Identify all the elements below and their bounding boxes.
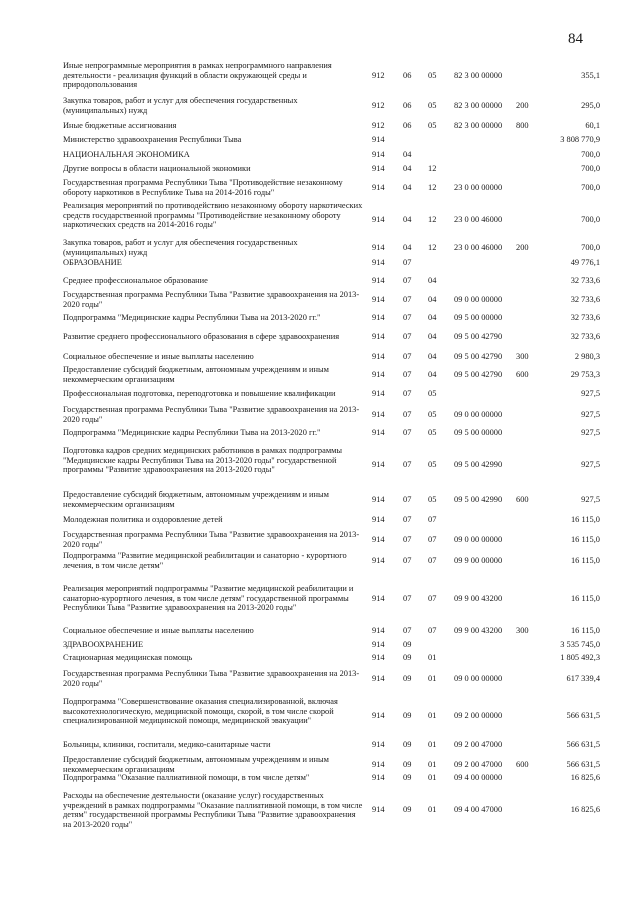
cell-sum: 566 631,5	[566, 740, 600, 749]
cell-rz: 07	[403, 352, 412, 361]
cell-rz: 07	[403, 294, 412, 304]
cell-name: Расходы на обеспечение деятельности (оказание услуг) государственных учреждений в рамках подпрограммы "Оказание паллиативной помощи, в том числе детям" государственной программы Республики Тыва "Развитие здравоохранения на 2013-2020 годы"	[63, 791, 363, 829]
cell-csr: 09 2 00 47000	[454, 759, 503, 769]
cell-pr: 04	[428, 352, 437, 361]
cell-min: 914	[372, 640, 385, 649]
cell-rz: 07	[403, 389, 412, 398]
cell-min: 914	[372, 258, 385, 267]
cell-min: 914	[372, 135, 385, 144]
cell-rz: 06	[403, 70, 412, 80]
cell-pr: 05	[428, 100, 437, 110]
cell-csr: 09 9 00 43200	[454, 626, 503, 635]
cell-rz: 07	[403, 409, 412, 419]
cell-rz: 09	[403, 653, 412, 662]
cell-rz: 07	[403, 460, 412, 470]
cell-sum: 566 631,5	[566, 711, 600, 721]
cell-csr: 23 0 00 46000	[454, 215, 503, 225]
cell-csr: 09 0 00 00000	[454, 409, 503, 419]
cell-csr: 09 9 00 43200	[454, 593, 503, 603]
cell-sum: 16 115,0	[570, 515, 600, 524]
cell-pr: 04	[428, 369, 437, 379]
cell-name: Иные бюджетные ассигнования	[63, 121, 177, 130]
cell-pr: 04	[428, 276, 437, 285]
cell-rz: 09	[403, 673, 412, 683]
cell-csr: 23 0 00 46000	[454, 242, 503, 252]
cell-csr: 09 2 00 00000	[454, 711, 503, 721]
cell-sum: 16 115,0	[570, 555, 600, 565]
cell-rz: 07	[403, 593, 412, 603]
cell-sum: 700,0	[581, 182, 600, 192]
cell-min: 914	[372, 759, 385, 769]
cell-vr: 600	[516, 494, 529, 504]
cell-pr: 12	[428, 242, 437, 252]
cell-sum: 2 980,3	[574, 352, 600, 361]
cell-name: Государственная программа Республики Тыва "Противодействие незаконному обороту наркотиков в Республике Тыва на 2014-2016 годы"	[63, 178, 343, 197]
cell-pr: 07	[428, 555, 437, 565]
cell-pr: 01	[428, 711, 437, 721]
cell-sum: 355,1	[581, 70, 600, 80]
cell-name: Государственная программа Республики Тыва "Развитие здравоохранения на 2013-2020 годы"	[63, 669, 360, 688]
cell-pr: 07	[428, 626, 437, 635]
cell-vr: 200	[516, 100, 529, 110]
cell-csr: 09 0 00 00000	[454, 534, 503, 544]
cell-sum: 16 115,0	[570, 593, 600, 603]
cell-rz: 07	[403, 369, 412, 379]
cell-min: 914	[372, 740, 385, 749]
cell-csr: 09 4 00 47000	[454, 805, 503, 815]
cell-min: 914	[372, 534, 385, 544]
cell-pr: 04	[428, 294, 437, 304]
cell-rz: 04	[403, 150, 412, 159]
cell-min: 914	[372, 593, 385, 603]
cell-min: 912	[372, 70, 385, 80]
cell-name: Государственная программа Республики Тыва "Развитие здравоохранения на 2013-2020 годы"	[63, 405, 360, 424]
cell-pr: 07	[428, 593, 437, 603]
cell-name: Подпрограмма "Медицинские кадры Республики Тыва на 2013-2020 гг."	[63, 428, 321, 437]
cell-csr: 09 5 00 42990	[454, 460, 503, 470]
cell-name: Молодежная политика и оздоровление детей	[63, 515, 223, 524]
cell-sum: 60,1	[585, 121, 600, 130]
cell-min: 914	[372, 164, 385, 173]
cell-pr: 05	[428, 389, 437, 398]
cell-min: 912	[372, 100, 385, 110]
cell-sum: 49 776,1	[570, 258, 600, 267]
cell-min: 914	[372, 555, 385, 565]
cell-rz: 04	[403, 215, 412, 225]
cell-sum: 16 825,6	[570, 773, 600, 782]
cell-min: 914	[372, 182, 385, 192]
cell-sum: 927,5	[581, 460, 600, 470]
cell-pr: 05	[428, 70, 437, 80]
cell-name: ЗДРАВООХРАНЕНИЕ	[63, 640, 144, 649]
cell-name: Подпрограмма "Совершенствование оказания специализированной, включая высокотехнологическую, медицинской помощи, скорой, в том числе скорой специализированной медицинской помощи, медицинской эвакуации"	[63, 697, 338, 726]
cell-pr: 01	[428, 805, 437, 815]
cell-pr: 07	[428, 515, 437, 524]
cell-csr: 82 3 00 00000	[454, 70, 503, 80]
cell-min: 914	[372, 215, 385, 225]
cell-min: 914	[372, 242, 385, 252]
cell-name: Предоставление субсидий бюджетным, автономным учреждениям и иным некоммерческим организациям	[63, 490, 329, 509]
cell-csr: 09 2 00 47000	[454, 740, 503, 749]
cell-rz: 04	[403, 164, 412, 173]
cell-sum: 32 733,6	[570, 276, 600, 285]
cell-min: 914	[372, 313, 385, 322]
cell-name: Государственная программа Республики Тыва "Развитие здравоохранения на 2013-2020 годы"	[63, 290, 360, 309]
cell-name: Закупка товаров, работ и услуг для обеспечения государственных (муниципальных) нужд	[63, 96, 298, 115]
cell-rz: 07	[403, 534, 412, 544]
cell-name: Реализация мероприятий подпрограммы "Развитие медицинской реабилитации и санаторно-курортного лечения, в том числе детям" государственной программы Республики Тыва "Развитие здравоохранения на 2013-2020 годы"	[63, 584, 354, 613]
cell-name: НАЦИОНАЛЬНАЯ ЭКОНОМИКА	[63, 150, 190, 159]
cell-pr: 12	[428, 182, 437, 192]
cell-sum: 16 825,6	[570, 805, 600, 815]
cell-csr: 09 5 00 42790	[454, 369, 503, 379]
cell-rz: 06	[403, 121, 412, 130]
cell-name: Подготовка кадров средних медицинских работников в рамках подпрограммы "Медицинские кадры Республики Тыва на 2013-2020 годы" государственной программы "Развитие здравоохранения на 2013-2020 годы"	[63, 446, 343, 475]
cell-min: 914	[372, 805, 385, 815]
cell-rz: 06	[403, 100, 412, 110]
cell-pr: 05	[428, 494, 437, 504]
cell-name: Предоставление субсидий бюджетным, автономным учреждениям и иным некоммерческим организациям	[63, 755, 329, 774]
cell-name: Другие вопросы в области национальной экономики	[63, 164, 251, 173]
cell-min: 914	[372, 460, 385, 470]
cell-name: Развитие среднего профессионального образования в сфере здравоохранения	[63, 332, 340, 341]
cell-min: 914	[372, 389, 385, 398]
cell-name: Предоставление субсидий бюджетным, автономным учреждениям и иным некоммерческим организациям	[63, 365, 329, 384]
cell-rz: 07	[403, 515, 412, 524]
cell-rz: 09	[403, 740, 412, 749]
cell-pr: 05	[428, 121, 437, 130]
cell-min: 914	[372, 711, 385, 721]
cell-name: Подпрограмма "Развитие медицинской реабилитации и санаторно - курортного лечения, в том числе детям"	[63, 551, 347, 570]
cell-rz: 04	[403, 242, 412, 252]
cell-rz: 07	[403, 428, 412, 437]
cell-name: Реализация мероприятий по противодействию незаконному обороту наркотических средств государственной программы "Противодействие незаконному обороту наркотических средств на 2014-2016 годы"	[63, 201, 363, 230]
cell-csr: 82 3 00 00000	[454, 100, 503, 110]
cell-csr: 09 5 00 42790	[454, 332, 503, 341]
cell-csr: 09 5 00 00000	[454, 313, 503, 322]
cell-sum: 566 631,5	[566, 759, 600, 769]
cell-pr: 12	[428, 164, 437, 173]
cell-min: 914	[372, 332, 385, 341]
cell-pr: 01	[428, 740, 437, 749]
cell-min: 914	[372, 352, 385, 361]
cell-csr: 09 5 00 42990	[454, 494, 503, 504]
cell-sum: 927,5	[581, 494, 600, 504]
cell-vr: 300	[516, 626, 529, 635]
cell-min: 914	[372, 773, 385, 782]
cell-name: Государственная программа Республики Тыва "Развитие здравоохранения на 2013-2020 годы"	[63, 530, 360, 549]
cell-sum: 617 339,4	[566, 673, 600, 683]
cell-pr: 12	[428, 215, 437, 225]
cell-sum: 927,5	[581, 389, 600, 398]
cell-min: 914	[372, 294, 385, 304]
cell-vr: 300	[516, 352, 529, 361]
cell-sum: 927,5	[581, 428, 600, 437]
cell-pr: 04	[428, 332, 437, 341]
cell-sum: 3 808 770,9	[560, 135, 600, 144]
cell-csr: 09 0 00 00000	[454, 673, 503, 683]
cell-vr: 800	[516, 121, 529, 130]
cell-rz: 07	[403, 332, 412, 341]
cell-min: 912	[372, 121, 385, 130]
cell-rz: 04	[403, 182, 412, 192]
cell-sum: 927,5	[581, 409, 600, 419]
cell-name: Подпрограмма "Оказание паллиативной помощи, в том числе детям"	[63, 773, 310, 782]
cell-rz: 09	[403, 711, 412, 721]
cell-sum: 32 733,6	[570, 332, 600, 341]
cell-csr: 09 5 00 42790	[454, 352, 503, 361]
cell-min: 914	[372, 276, 385, 285]
cell-min: 914	[372, 150, 385, 159]
cell-name: Среднее профессиональное образование	[63, 276, 208, 285]
cell-pr: 07	[428, 534, 437, 544]
cell-pr: 05	[428, 460, 437, 470]
page-number: 84	[568, 31, 583, 47]
cell-min: 914	[372, 428, 385, 437]
cell-name: ОБРАЗОВАНИЕ	[63, 258, 122, 267]
cell-rz: 07	[403, 258, 412, 267]
cell-min: 914	[372, 369, 385, 379]
cell-rz: 09	[403, 773, 412, 782]
cell-sum: 700,0	[581, 215, 600, 225]
cell-pr: 05	[428, 409, 437, 419]
cell-sum: 700,0	[581, 164, 600, 173]
cell-sum: 295,0	[581, 100, 600, 110]
cell-rz: 09	[403, 640, 412, 649]
cell-vr: 600	[516, 759, 529, 769]
cell-csr: 23 0 00 00000	[454, 182, 503, 192]
cell-name: Стационарная медицинская помощь	[63, 653, 193, 662]
cell-pr: 01	[428, 773, 437, 782]
cell-rz: 07	[403, 626, 412, 635]
cell-min: 914	[372, 626, 385, 635]
cell-sum: 1 805 492,3	[560, 653, 600, 662]
cell-sum: 16 115,0	[570, 534, 600, 544]
cell-rz: 09	[403, 805, 412, 815]
cell-name: Социальное обеспечение и иные выплаты населению	[63, 626, 254, 635]
cell-sum: 29 753,3	[570, 369, 600, 379]
cell-csr: 09 4 00 00000	[454, 773, 503, 782]
cell-vr: 600	[516, 369, 529, 379]
cell-min: 914	[372, 494, 385, 504]
cell-pr: 01	[428, 759, 437, 769]
cell-csr: 09 5 00 00000	[454, 428, 503, 437]
cell-rz: 07	[403, 494, 412, 504]
cell-name: Иные непрограммные мероприятия в рамках непрограммного направления деятельности - реализация функций в области окружающей среды и природопользования	[63, 61, 332, 90]
cell-sum: 700,0	[581, 242, 600, 252]
cell-name: Закупка товаров, работ и услуг для обеспечения государственных (муниципальных) нужд	[63, 238, 298, 257]
cell-csr: 09 9 00 00000	[454, 555, 503, 565]
cell-sum: 32 733,6	[570, 294, 600, 304]
cell-rz: 07	[403, 555, 412, 565]
cell-rz: 07	[403, 313, 412, 322]
cell-vr: 200	[516, 242, 529, 252]
cell-min: 914	[372, 653, 385, 662]
cell-pr: 01	[428, 673, 437, 683]
cell-rz: 07	[403, 276, 412, 285]
cell-name: Министерство здравоохранения Республики Тыва	[63, 135, 242, 144]
cell-sum: 3 535 745,0	[560, 640, 600, 649]
cell-csr: 82 3 00 00000	[454, 121, 503, 130]
cell-sum: 16 115,0	[570, 626, 600, 635]
cell-pr: 01	[428, 653, 437, 662]
cell-min: 914	[372, 409, 385, 419]
cell-name: Больницы, клиники, госпитали, медико-санитарные части	[63, 740, 271, 749]
cell-csr: 09 0 00 00000	[454, 294, 503, 304]
cell-min: 914	[372, 673, 385, 683]
cell-min: 914	[372, 515, 385, 524]
cell-pr: 04	[428, 313, 437, 322]
cell-name: Социальное обеспечение и иные выплаты населению	[63, 352, 254, 361]
cell-pr: 05	[428, 428, 437, 437]
cell-name: Профессиональная подготовка, переподготовка и повышение квалификации	[63, 389, 336, 398]
cell-rz: 09	[403, 759, 412, 769]
cell-name: Подпрограмма "Медицинские кадры Республики Тыва на 2013-2020 гг."	[63, 313, 321, 322]
cell-sum: 32 733,6	[570, 313, 600, 322]
cell-sum: 700,0	[581, 150, 600, 159]
